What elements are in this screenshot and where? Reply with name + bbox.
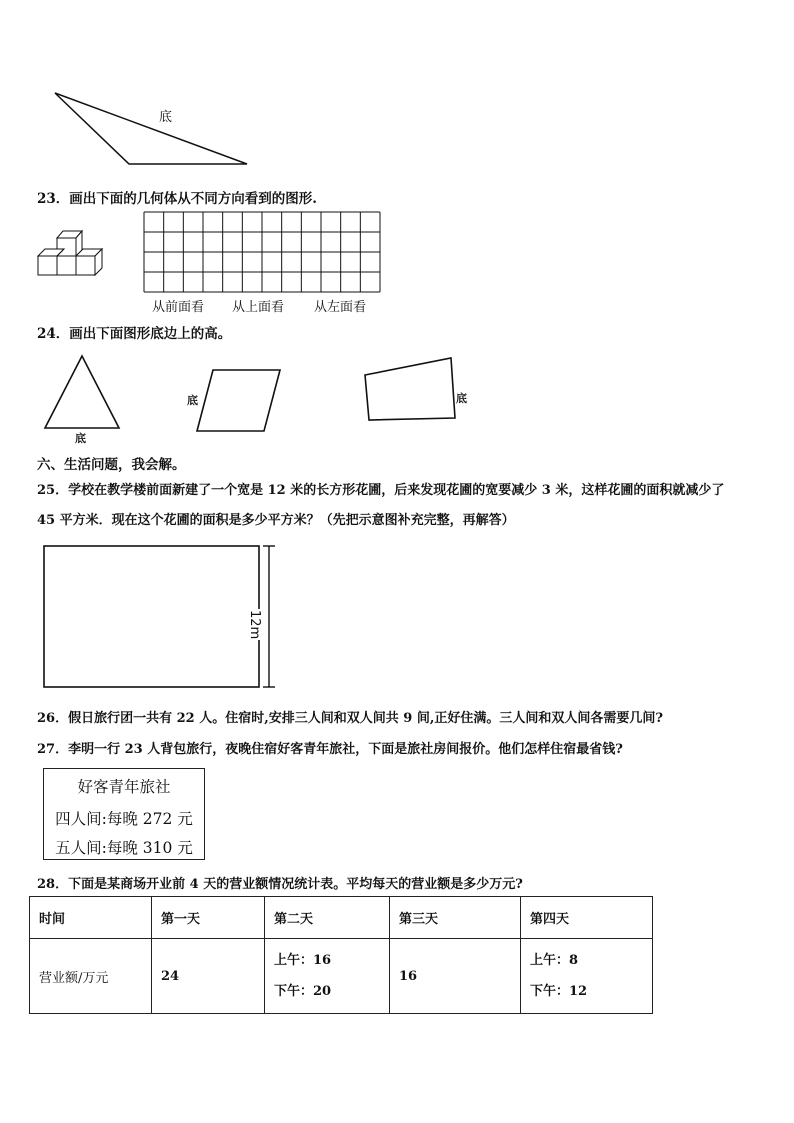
- triangle-base-label: 底: [75, 432, 86, 445]
- hostel-name: 好客青年旅社: [77, 778, 171, 796]
- question-28: 28．下面是某商场开业前 4 天的营业额情况统计表。平均每天的营业额是多少万元?: [37, 877, 523, 892]
- row-label: 营业额/万元: [30, 939, 152, 1014]
- header-day4: 第四天: [521, 897, 653, 939]
- day2-values: [265, 939, 390, 1014]
- sales-table: [29, 896, 653, 1014]
- header-time: 时间: [30, 897, 152, 939]
- day4-values: [521, 939, 653, 1014]
- question-25-line2: 45 平方米．现在这个花圃的面积是多少平方米？（先把示意图补充完整，再解答）: [37, 513, 515, 528]
- hostel-price-sign: [43, 768, 205, 860]
- day2-morning: 上午：16: [274, 953, 332, 968]
- width-dimension-label: 12m: [247, 610, 262, 640]
- question-26: 26．假日旅行团一共有 22 人。住宿时,安排三人间和双人间共 9 间,正好住满。三人间和双人间各需要几间?: [37, 711, 664, 726]
- view-top-label: 从上面看: [232, 300, 285, 315]
- trapezoid-base-label: 底: [456, 392, 467, 405]
- view-front-label: 从前面看: [152, 300, 205, 315]
- day2-afternoon: 下午：20: [274, 984, 332, 999]
- day1-value: 24: [152, 939, 265, 1014]
- price-five-person-room: 五人间:每晚 310 元: [55, 839, 193, 857]
- price-four-person-room: 四人间:每晚 272 元: [55, 810, 193, 828]
- section-6-heading: 六、生活问题，我会解。: [37, 457, 186, 473]
- view-left-label: 从左面看: [314, 300, 367, 315]
- day4-afternoon: 下午：12: [530, 984, 588, 999]
- day3-value: 16: [390, 939, 521, 1014]
- header-day1: 第一天: [152, 897, 265, 939]
- header-day2: 第二天: [265, 897, 390, 939]
- question-23: 23．画出下面的几何体从不同方向看到的图形.: [37, 191, 317, 207]
- question-25-line1: 25．学校在教学楼前面新建了一个宽是 12 米的长方形花圃，后来发现花圃的宽要减少 3 米，这样花圃的面积就减少了: [37, 483, 725, 498]
- question-24: 24．画出下面图形底边上的高。: [37, 326, 232, 342]
- triangle-base-label: 底: [159, 110, 173, 125]
- question-27: 27．李明一行 23 人背包旅行，夜晚住宿好客青年旅社，下面是旅社房间报价。他们怎样住宿最省钱?: [37, 742, 623, 757]
- parallelogram-base-label: 底: [187, 394, 198, 407]
- header-day3: 第三天: [390, 897, 521, 939]
- table-header-row: [30, 897, 653, 939]
- table-row: [30, 939, 653, 1014]
- day4-morning: 上午：8: [530, 953, 579, 968]
